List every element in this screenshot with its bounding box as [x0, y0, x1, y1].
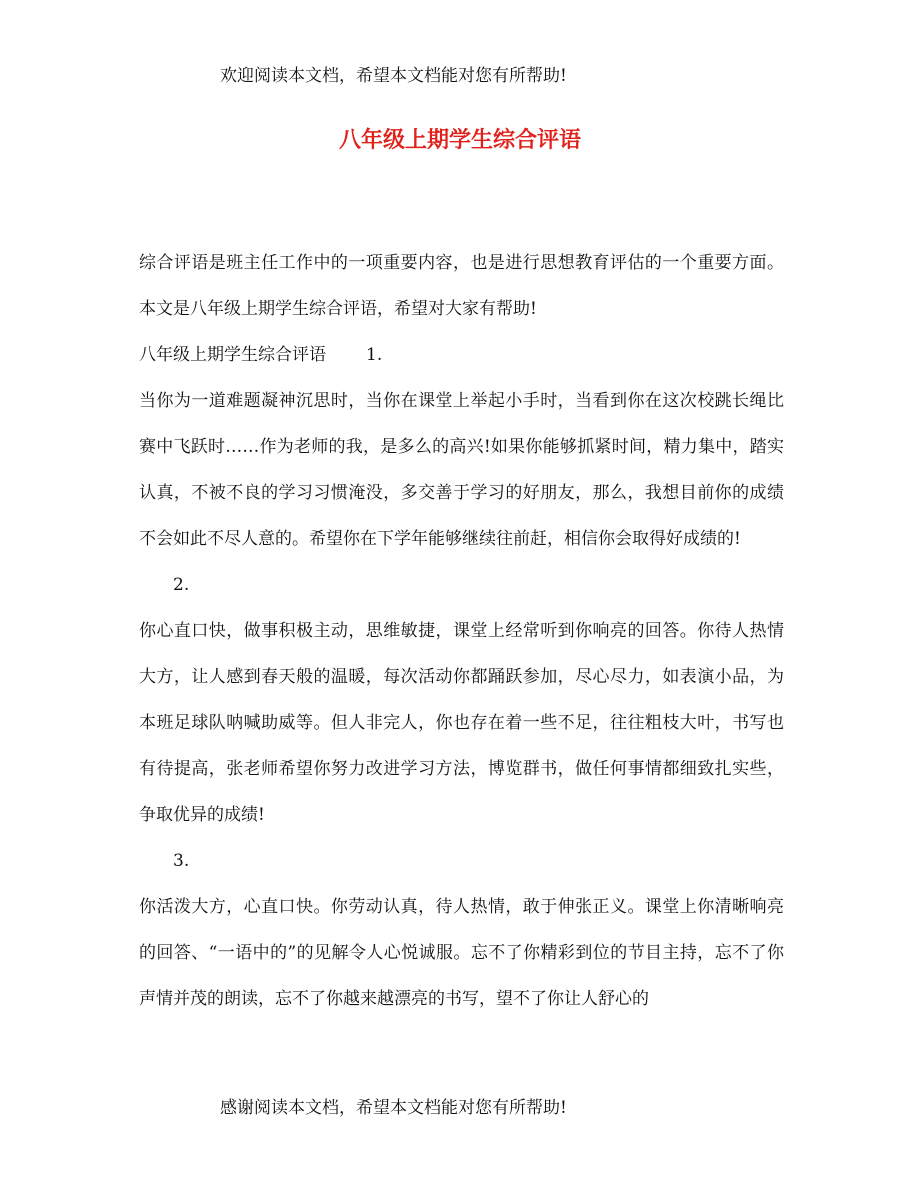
- item-1-paragraph: 当你为一道难题凝神沉思时，当你在课堂上举起小手时，当看到你在这次校跳长绳比赛中飞跃时……作为老师的我，是多么的高兴!如果你能够抓紧时间，精力集中，踏实认真，不被不良的学习习惯淹没，多交善于学习的好朋友，那么，我想目前你的成绩不会如此不尽人意的。希望你在下学年能够继续往前赶，相信你会取得好成绩的!: [139, 391, 784, 549]
- item-1-heading-text: 八年级上期学生综合评语: [139, 345, 326, 365]
- header-note: 欢迎阅读本文档，希望本文档能对您有所帮助!: [220, 66, 567, 86]
- document-title: 八年级上期学生综合评语: [338, 128, 581, 153]
- item-1-number: 1.: [366, 345, 383, 365]
- item-3-paragraph: 你活泼大方，心直口快。你劳动认真，待人热情，敢于伸张正义。课堂上你清晰响亮的回答、“一语中的”的见解令人心悦诚服。忘不了你精彩到位的节目主持，忘不了你声情并茂的朗读，忘不了你越来越漂亮的书写，望不了你让人舒心的: [139, 897, 784, 1009]
- intro-paragraph: 综合评语是班主任工作中的一项重要内容，也是进行思想教育评估的一个重要方面。本文是八年级上期学生综合评语，希望对大家有帮助!: [139, 253, 784, 319]
- item-2-number: 2.: [173, 575, 190, 595]
- footer-note: 感谢阅读本文档，希望本文档能对您有所帮助!: [220, 1098, 567, 1118]
- item-1-heading: [139, 332, 784, 378]
- document-body: [139, 240, 784, 1022]
- item-3-number: 3.: [173, 851, 190, 871]
- item-2-paragraph: 你心直口快，做事积极主动，思维敏捷，课堂上经常听到你响亮的回答。你待人热情大方，让人感到春天般的温暖，每次活动你都踊跃参加，尽心尽力，如表演小品，为本班足球队呐喊助威等。但人非完人，你也存在着一些不足，往往粗枝大叶，书写也有待提高，张老师希望你努力改进学习方法，博览群书，做任何事情都细致扎实些，争取优异的成绩!: [139, 621, 784, 825]
